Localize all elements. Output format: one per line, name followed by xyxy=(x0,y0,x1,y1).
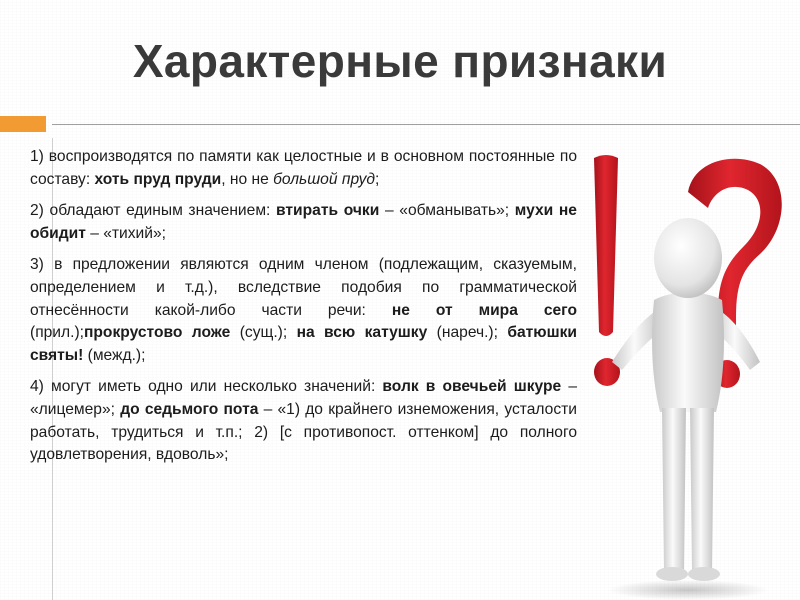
p4-example-1: волк в овечьей шкуре xyxy=(382,378,562,396)
paragraph-3 xyxy=(30,254,577,367)
p3-example-2: прокрустово ложе xyxy=(83,324,231,342)
body-text xyxy=(30,146,577,476)
paragraph-1 xyxy=(30,146,577,191)
p3-text: (сущ.); xyxy=(230,324,297,342)
p4-text: – «лицемер»; xyxy=(30,378,577,418)
paragraph-2 xyxy=(30,200,577,245)
p4-text: 4) могут иметь одно или несколько значений: xyxy=(30,378,383,396)
p4-example-2: до седьмого пота xyxy=(120,400,259,418)
p3-example-1: не от мира сего xyxy=(391,301,577,319)
exclamation-mark-icon xyxy=(594,155,620,386)
slide-title: Характерные признаки xyxy=(132,35,668,87)
p3-example-4: батюшки святы! xyxy=(30,324,577,364)
person-with-exclamation-and-question-marks-icon xyxy=(584,150,790,600)
paragraph-4 xyxy=(30,376,577,466)
p3-text: (прил.); xyxy=(30,324,84,342)
p1-example-2: большой пруд xyxy=(273,170,376,188)
p3-text: (нареч.); xyxy=(427,324,508,342)
p2-example-1: втирать очки xyxy=(276,202,380,220)
p4-text: – «1) до крайнего изнеможения, усталости работать, трудиться и т.п.; 2) [с противопост. оттенком] до полного удовлетворения, вдоволь»; xyxy=(30,400,577,464)
p3-example-3: на всю катушку xyxy=(296,324,428,342)
title-divider xyxy=(52,124,800,125)
p3-text: 3) в предложении являются одним членом (подлежащим, сказуемым, определением и т.д.), вследствие подобия по грамматической отнесённости какой-либо части речи: xyxy=(30,256,577,319)
p3-text: (межд.); xyxy=(83,346,146,364)
title-accent-bar xyxy=(0,116,46,132)
p1-text: , но не xyxy=(221,170,274,188)
p1-text: ; xyxy=(375,170,380,188)
p2-example-2: мухи не обидит xyxy=(30,202,577,242)
p2-text: 2) обладают единым значением: xyxy=(30,202,277,220)
p1-example-1: хоть пруд пруди xyxy=(94,170,222,188)
p1-text: 1) воспроизводятся по памяти как целостные и в основном постоянные по составу: xyxy=(30,148,577,188)
p2-text: – «тихий»; xyxy=(85,224,166,242)
p2-text: – «обманывать»; xyxy=(379,202,515,220)
